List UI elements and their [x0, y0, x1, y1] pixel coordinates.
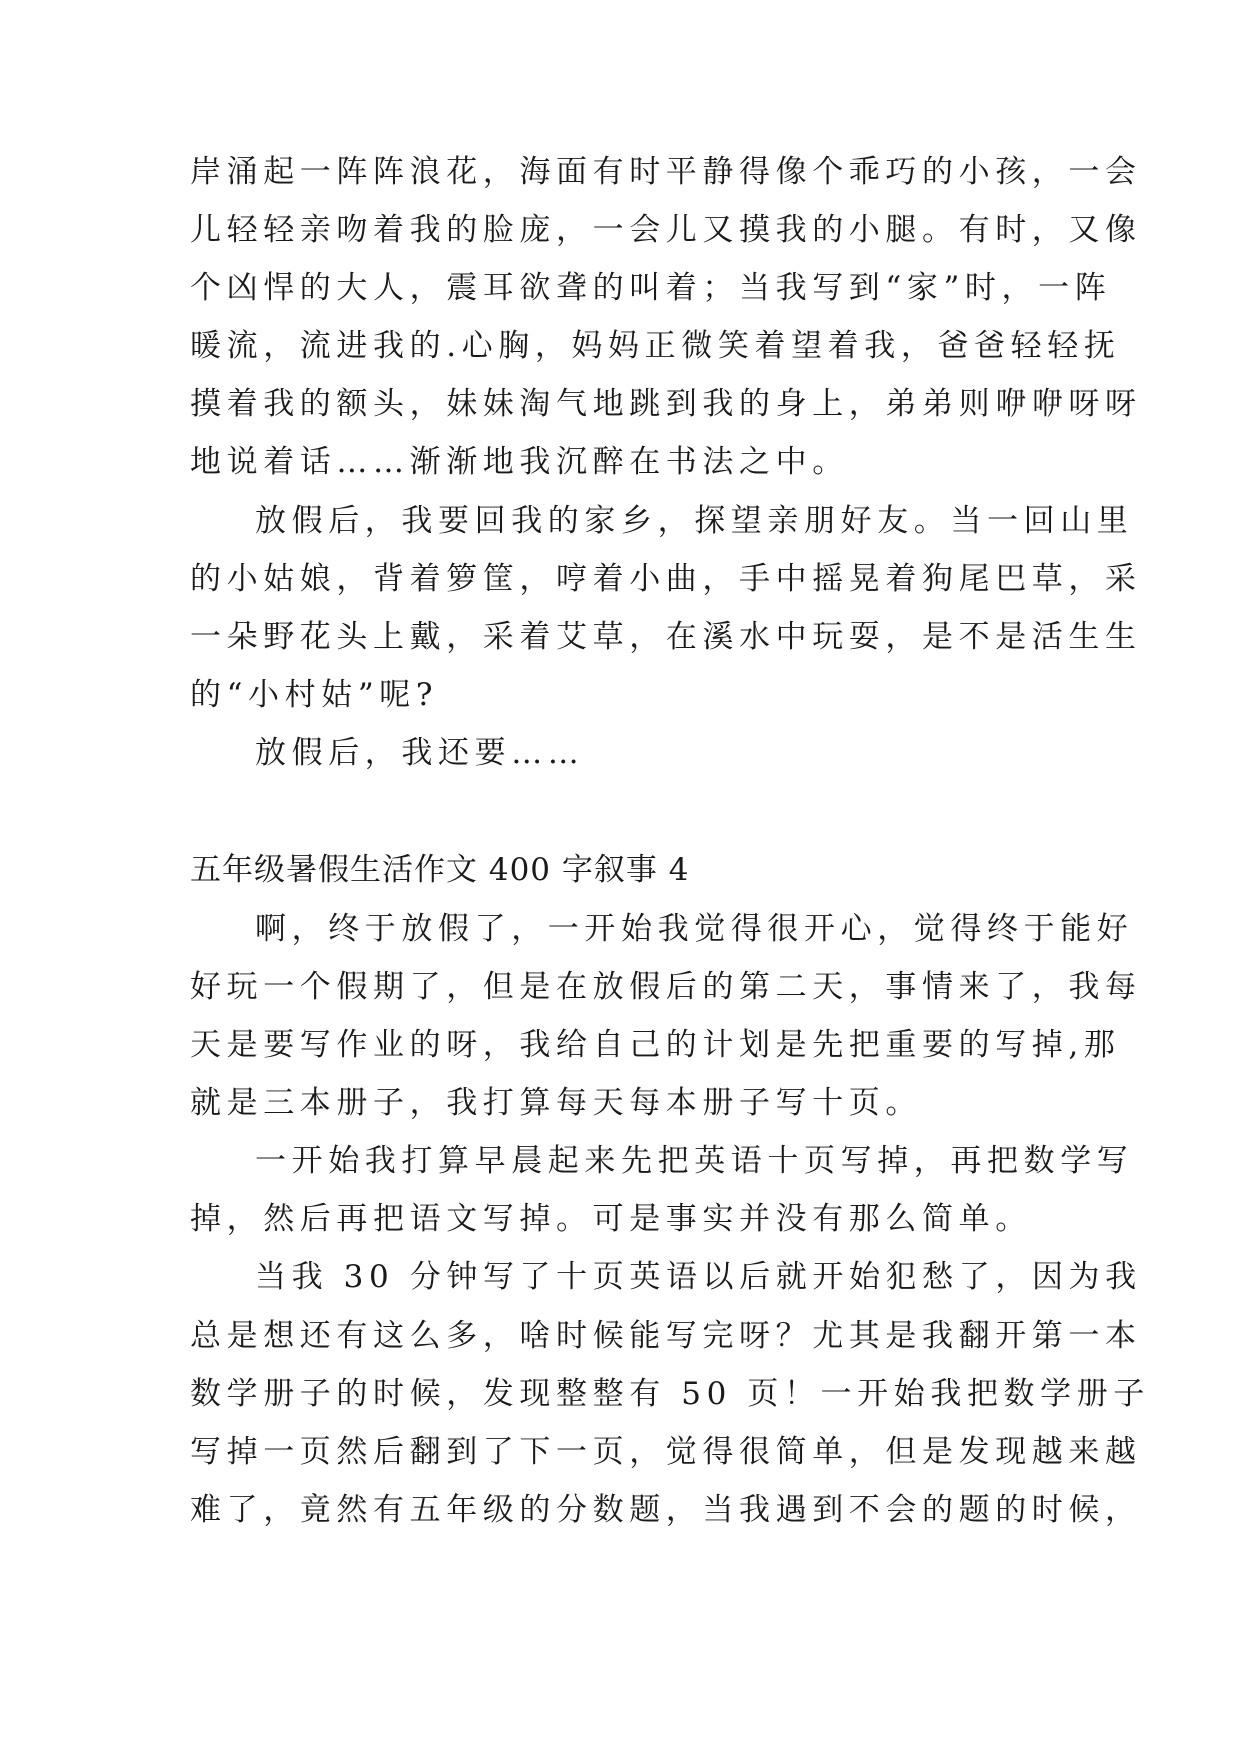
paragraph-line: 一朵野花头上戴，采着艾草，在溪水中玩耍，是不是活生生: [190, 619, 1142, 655]
paragraph-line: 就是三本册子，我打算每天每本册子写十页。: [190, 1085, 922, 1121]
paragraph-line: 总是想还有这么多，啥时候能写完呀？尤其是我翻开第一本: [190, 1318, 1142, 1354]
paragraph-line: 暖流，流进我的.心胸，妈妈正微笑着望着我，爸爸轻轻抚: [190, 328, 1121, 364]
paragraph-line: 掉，然后再把语文写掉。可是事实并没有那么简单。: [190, 1201, 1032, 1237]
paragraph-line: 啊，终于放假了，一开始我觉得很开心，觉得终于能好: [255, 911, 1134, 947]
paragraph-line: 当我 30 分钟写了十页英语以后就开始犯愁了，因为我: [255, 1259, 1142, 1295]
paragraph-line: 个凶悍的大人，震耳欲聋的叫着；当我写到“家”时，一阵: [190, 270, 1112, 306]
paragraph-line: 地说着话……渐渐地我沉醉在书法之中。: [190, 444, 849, 480]
paragraph-line: 一开始我打算早晨起来先把英语十页写掉，再把数学写: [255, 1143, 1134, 1179]
paragraph-line: 儿轻轻亲吻着我的脸庞，一会儿又摸我的小腿。有时，又像: [190, 212, 1142, 248]
paragraph-line: 岸涌起一阵阵浪花，海面有时平静得像个乖巧的小孩，一会: [190, 154, 1142, 190]
paragraph-line: 好玩一个假期了，但是在放假后的第二天，事情来了，我每: [190, 969, 1142, 1005]
paragraph-line: 的小姑娘，背着箩筐，哼着小曲，手中摇晃着狗尾巴草，采: [190, 561, 1142, 597]
paragraph-line: 写掉一页然后翻到了下一页，觉得很简单，但是发现越来越: [190, 1434, 1142, 1470]
paragraph-line: 的“小村姑”呢?: [190, 677, 439, 713]
section-heading: 五年级暑假生活作文 400 字叙事 4: [190, 852, 690, 888]
paragraph-line: 放假后，我要回我的家乡，探望亲朋好友。当一回山里: [255, 503, 1134, 539]
paragraph-line: 摸着我的额头，妹妹淘气地跳到我的身上，弟弟则咿咿呀呀: [190, 386, 1142, 422]
paragraph-line: 数学册子的时候，发现整整有 50 页！一开始我把数学册子: [190, 1376, 1150, 1412]
paragraph-line: 难了，竟然有五年级的分数题，当我遇到不会的题的时候，: [190, 1492, 1142, 1528]
paragraph-line: 天是要写作业的呀，我给自己的计划是先把重要的写掉,那: [190, 1027, 1121, 1063]
paragraph-line: 放假后，我还要……: [255, 735, 585, 771]
